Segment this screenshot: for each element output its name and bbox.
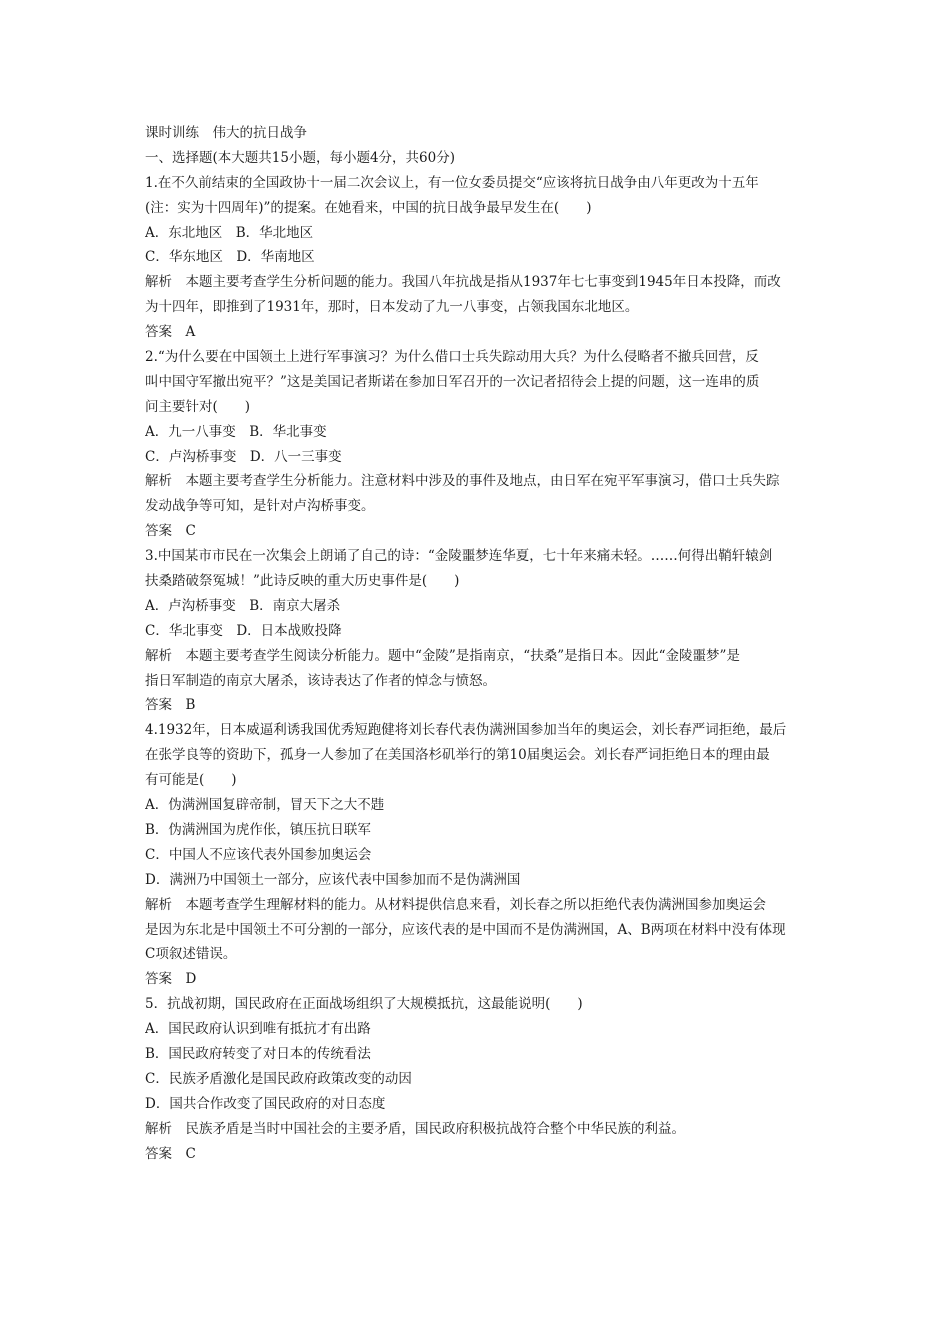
analysis-line: 发动战争等可知，是针对卢沟桥事变。 (145, 498, 375, 515)
question-stem-line: 4.1932年，日本威逼利诱我国优秀短跑健将刘长春代表伪满洲国参加当年的奥运会，刘长春严词拒绝，最后 (145, 722, 787, 739)
question-stem-line: 5．抗战初期，国民政府在正面战场组织了大规模抵抗，这最能说明( ) (145, 996, 583, 1013)
option-line: A．九一八事变 B．华北事变 (145, 423, 327, 440)
question-stem-line: 在张学良等的资助下，孤身一人参加了在美国洛杉矶举行的第10届奥运会。刘长春严词拒绝日本的理由最 (145, 747, 770, 764)
option-line: C．中国人不应该代表外国参加奥运会 (145, 846, 372, 863)
option-line: D．满洲乃中国领土一部分，应该代表中国参加而不是伪满洲国 (145, 871, 521, 888)
analysis-line: 解析 本题考查学生理解材料的能力。从材料提供信息来看，刘长春之所以拒绝代表伪满洲国参加奥运会 (145, 896, 766, 913)
document-page (145, 121, 810, 1166)
analysis-line: C项叙述错误。 (145, 946, 237, 963)
option-line: C．华东地区 D．华南地区 (145, 249, 315, 266)
question-stem-line: 扶桑踏破祭冤城！”此诗反映的重大历史事件是( ) (145, 573, 460, 590)
analysis-line: 指日军制造的南京大屠杀，该诗表达了作者的悼念与愤怒。 (145, 672, 496, 689)
analysis-line: 解析 本题主要考查学生分析能力。注意材料中涉及的事件及地点，由日军在宛平军事演习，借口士兵失踪 (145, 473, 780, 490)
question-stem-line: 1.在不久前结束的全国政协十一届二次会议上，有一位女委员提交“应该将抗日战争由八年更改为十五年 (145, 174, 759, 191)
option-line: C．卢沟桥事变 D．八一三事变 (145, 448, 342, 465)
option-line: A．卢沟桥事变 B．南京大屠杀 (145, 597, 341, 614)
option-line: D．国共合作改变了国民政府的对日态度 (145, 1095, 386, 1112)
question-stem-line: 叫中国守军撤出宛平？”这是美国记者斯诺在参加日军召开的一次记者招待会上提的问题，这一连串的质 (145, 373, 760, 390)
analysis-line: 为十四年，即推到了1931年，那时，日本发动了九一八事变，占领我国东北地区。 (145, 299, 639, 316)
question-stem-line: (注：实为十四周年)”的提案。在她看来，中国的抗日战争最早发生在( ) (145, 199, 592, 216)
option-line: A．伪满洲国复辟帝制，冒天下之大不韪 (145, 797, 385, 814)
option-line: A．东北地区 B．华北地区 (145, 224, 314, 241)
answer-line: 答案 B (145, 697, 196, 714)
question-3 (145, 544, 810, 718)
analysis-line: 解析 本题主要考查学生阅读分析能力。题中“金陵”是指南京，“扶桑”是指日本。因此“金陵噩梦”是 (145, 647, 740, 664)
analysis-line: 是因为东北是中国领土不可分割的一部分，应该代表的是中国而不是伪满洲国，A、B两项在材料中没有体现 (145, 921, 786, 938)
analysis-line: 解析 本题主要考查学生分析问题的能力。我国八年抗战是指从1937年七七事变到1945年日本投降，而改 (145, 274, 781, 291)
answer-line: 答案 C (145, 1145, 196, 1162)
section-heading: 一、选择题(本大题共15小题，每小题4分，共60分) (145, 149, 455, 166)
question-2 (145, 345, 810, 544)
option-line: B．伪满洲国为虎作伥，镇压抗日联军 (145, 821, 371, 838)
answer-line: 答案 D (145, 971, 197, 988)
question-5 (145, 992, 810, 1166)
option-line: A．国民政府认识到唯有抵抗才有出路 (145, 1021, 371, 1038)
question-4 (145, 718, 810, 992)
document-title: 课时训练 伟大的抗日战争 (145, 125, 307, 141)
answer-line: 答案 C (145, 523, 196, 540)
question-stem-line: 有可能是( ) (145, 772, 237, 789)
analysis-line: 解析 民族矛盾是当时中国社会的主要矛盾，国民政府积极抗战符合整个中华民族的利益。 (145, 1120, 685, 1137)
option-line: C．华北事变 D．日本战败投降 (145, 622, 342, 639)
question-stem-line: 2.“为什么要在中国领土上进行军事演习？为什么借口士兵失踪动用大兵？为什么侵略者不撤兵回营，反 (145, 349, 759, 366)
question-1 (145, 171, 810, 345)
option-line: C．民族矛盾激化是国民政府政策改变的动因 (145, 1070, 412, 1087)
answer-line: 答案 A (145, 324, 196, 341)
question-stem-line: 问主要针对( ) (145, 398, 251, 415)
question-stem-line: 3.中国某市市民在一次集会上朗诵了自己的诗：“金陵噩梦连华夏，七十年来痛未轻。……何得出鞘轩辕剑 (145, 548, 773, 565)
option-line: B．国民政府转变了对日本的传统看法 (145, 1045, 371, 1062)
